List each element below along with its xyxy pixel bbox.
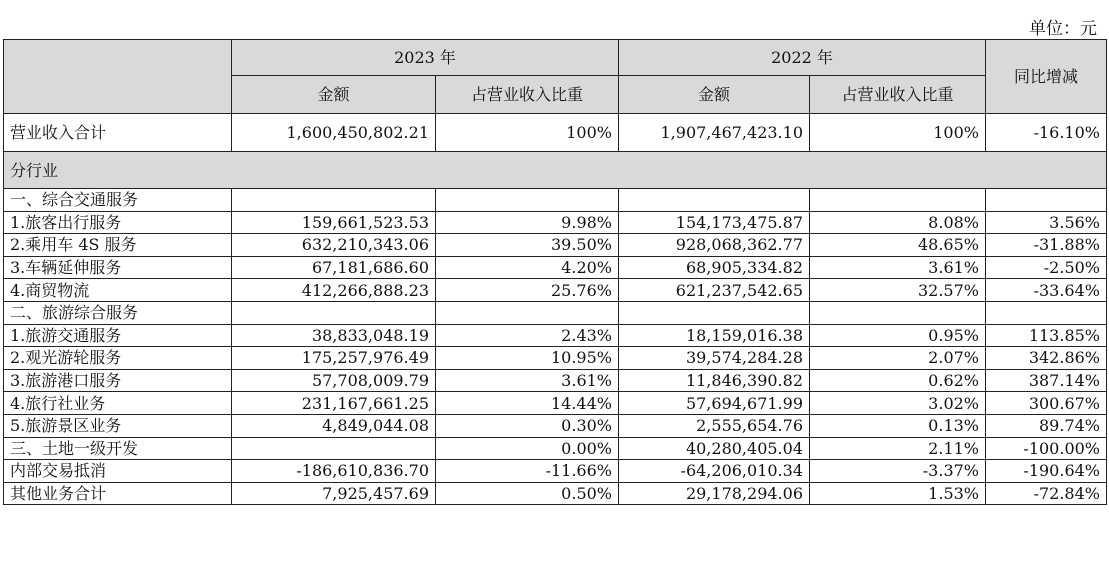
total-label: 营业收入合计 bbox=[4, 114, 232, 152]
header-amount-2022: 金额 bbox=[619, 76, 810, 114]
row-amount-2023: 67,181,686.60 bbox=[232, 256, 436, 279]
row-label: 3.车辆延伸服务 bbox=[4, 256, 232, 279]
row-ratio-2022: 1.53% bbox=[810, 482, 986, 505]
row-ratio-2023: 39.50% bbox=[436, 234, 619, 257]
table-row bbox=[4, 482, 1107, 505]
row-ratio-2022: 3.61% bbox=[810, 256, 986, 279]
row-yoy: -31.88% bbox=[986, 234, 1107, 257]
row-ratio-2023: 10.95% bbox=[436, 347, 619, 370]
row-amount-2022: 154,173,475.87 bbox=[619, 211, 810, 234]
header-ratio-2023: 占营业收入比重 bbox=[436, 76, 619, 114]
row-yoy: 3.56% bbox=[986, 211, 1107, 234]
row-yoy: 300.67% bbox=[986, 392, 1107, 415]
row-label: 3.旅游港口服务 bbox=[4, 369, 232, 392]
row-amount-2023 bbox=[232, 189, 436, 212]
unit-label: 单位：元 bbox=[1029, 19, 1097, 39]
table-row bbox=[4, 234, 1107, 257]
header-ratio-2022: 占营业收入比重 bbox=[810, 76, 986, 114]
row-ratio-2023: 3.61% bbox=[436, 369, 619, 392]
header-yoy: 同比增减 bbox=[986, 40, 1107, 114]
table-row bbox=[4, 392, 1107, 415]
row-label: 4.商贸物流 bbox=[4, 279, 232, 302]
row-label: 内部交易抵消 bbox=[4, 460, 232, 483]
row-ratio-2023: 4.20% bbox=[436, 256, 619, 279]
row-amount-2022 bbox=[619, 189, 810, 212]
row-ratio-2023: -11.66% bbox=[436, 460, 619, 483]
row-label: 5.旅游景区业务 bbox=[4, 414, 232, 437]
table-row bbox=[4, 369, 1107, 392]
row-amount-2023: 159,661,523.53 bbox=[232, 211, 436, 234]
segment-row bbox=[4, 152, 1107, 189]
row-ratio-2023: 0.30% bbox=[436, 414, 619, 437]
row-amount-2023: 4,849,044.08 bbox=[232, 414, 436, 437]
row-ratio-2023: 2.43% bbox=[436, 324, 619, 347]
row-yoy: -72.84% bbox=[986, 482, 1107, 505]
header-year-2023: 2023 年 bbox=[232, 40, 619, 76]
table-row bbox=[4, 324, 1107, 347]
row-ratio-2023: 0.00% bbox=[436, 437, 619, 460]
row-ratio-2022 bbox=[810, 189, 986, 212]
row-yoy: 342.86% bbox=[986, 347, 1107, 370]
row-ratio-2022: -3.37% bbox=[810, 460, 986, 483]
total-yoy: -16.10% bbox=[986, 114, 1107, 152]
row-amount-2023: 57,708,009.79 bbox=[232, 369, 436, 392]
row-amount-2022: 928,068,362.77 bbox=[619, 234, 810, 257]
row-amount-2022: 40,280,405.04 bbox=[619, 437, 810, 460]
row-ratio-2023 bbox=[436, 301, 619, 324]
row-label: 1.旅客出行服务 bbox=[4, 211, 232, 234]
header-year-2022: 2022 年 bbox=[619, 40, 986, 76]
row-ratio-2023 bbox=[436, 189, 619, 212]
row-yoy bbox=[986, 301, 1107, 324]
row-amount-2022: 621,237,542.65 bbox=[619, 279, 810, 302]
row-ratio-2022: 32.57% bbox=[810, 279, 986, 302]
row-label: 2.乘用车 4S 服务 bbox=[4, 234, 232, 257]
total-amount-2022: 1,907,467,423.10 bbox=[619, 114, 810, 152]
row-yoy: -33.64% bbox=[986, 279, 1107, 302]
row-yoy: -100.00% bbox=[986, 437, 1107, 460]
row-label: 二、旅游综合服务 bbox=[4, 301, 232, 324]
table-row bbox=[4, 437, 1107, 460]
row-ratio-2022: 2.07% bbox=[810, 347, 986, 370]
row-amount-2022: 39,574,284.28 bbox=[619, 347, 810, 370]
row-amount-2023: 7,925,457.69 bbox=[232, 482, 436, 505]
row-ratio-2022: 0.95% bbox=[810, 324, 986, 347]
row-amount-2022: 57,694,671.99 bbox=[619, 392, 810, 415]
segment-label: 分行业 bbox=[4, 152, 1107, 189]
row-amount-2022: 2,555,654.76 bbox=[619, 414, 810, 437]
header-amount-2023: 金额 bbox=[232, 76, 436, 114]
row-ratio-2022: 0.13% bbox=[810, 414, 986, 437]
row-amount-2022 bbox=[619, 301, 810, 324]
row-amount-2023 bbox=[232, 301, 436, 324]
row-label: 三、土地一级开发 bbox=[4, 437, 232, 460]
row-amount-2023: 231,167,661.25 bbox=[232, 392, 436, 415]
revenue-table bbox=[3, 39, 1107, 505]
table-row bbox=[4, 301, 1107, 324]
row-amount-2023: 412,266,888.23 bbox=[232, 279, 436, 302]
table-row bbox=[4, 414, 1107, 437]
row-yoy bbox=[986, 189, 1107, 212]
row-amount-2022: 18,159,016.38 bbox=[619, 324, 810, 347]
row-amount-2023 bbox=[232, 437, 436, 460]
row-ratio-2022: 0.62% bbox=[810, 369, 986, 392]
table-row bbox=[4, 347, 1107, 370]
row-yoy: 387.14% bbox=[986, 369, 1107, 392]
row-ratio-2022: 48.65% bbox=[810, 234, 986, 257]
row-amount-2022: -64,206,010.34 bbox=[619, 460, 810, 483]
total-ratio-2023: 100% bbox=[436, 114, 619, 152]
row-label: 4.旅行社业务 bbox=[4, 392, 232, 415]
row-ratio-2023: 0.50% bbox=[436, 482, 619, 505]
row-ratio-2023: 25.76% bbox=[436, 279, 619, 302]
row-amount-2023: 632,210,343.06 bbox=[232, 234, 436, 257]
table-row bbox=[4, 279, 1107, 302]
row-label: 其他业务合计 bbox=[4, 482, 232, 505]
table-row bbox=[4, 256, 1107, 279]
row-amount-2023: 38,833,048.19 bbox=[232, 324, 436, 347]
total-ratio-2022: 100% bbox=[810, 114, 986, 152]
row-ratio-2022 bbox=[810, 301, 986, 324]
row-amount-2023: 175,257,976.49 bbox=[232, 347, 436, 370]
table-row bbox=[4, 211, 1107, 234]
row-label: 一、综合交通服务 bbox=[4, 189, 232, 212]
row-ratio-2022: 8.08% bbox=[810, 211, 986, 234]
row-yoy: 113.85% bbox=[986, 324, 1107, 347]
row-amount-2023: -186,610,836.70 bbox=[232, 460, 436, 483]
row-ratio-2023: 14.44% bbox=[436, 392, 619, 415]
row-label: 1.旅游交通服务 bbox=[4, 324, 232, 347]
total-amount-2023: 1,600,450,802.21 bbox=[232, 114, 436, 152]
header-blank-cell bbox=[4, 40, 232, 114]
row-ratio-2023: 9.98% bbox=[436, 211, 619, 234]
row-yoy: -190.64% bbox=[986, 460, 1107, 483]
table-row bbox=[4, 189, 1107, 212]
row-amount-2022: 29,178,294.06 bbox=[619, 482, 810, 505]
total-row bbox=[4, 114, 1107, 152]
row-ratio-2022: 2.11% bbox=[810, 437, 986, 460]
header-row-years bbox=[4, 40, 1107, 76]
row-amount-2022: 68,905,334.82 bbox=[619, 256, 810, 279]
row-yoy: 89.74% bbox=[986, 414, 1107, 437]
row-yoy: -2.50% bbox=[986, 256, 1107, 279]
row-amount-2022: 11,846,390.82 bbox=[619, 369, 810, 392]
table-row bbox=[4, 460, 1107, 483]
row-ratio-2022: 3.02% bbox=[810, 392, 986, 415]
row-label: 2.观光游轮服务 bbox=[4, 347, 232, 370]
